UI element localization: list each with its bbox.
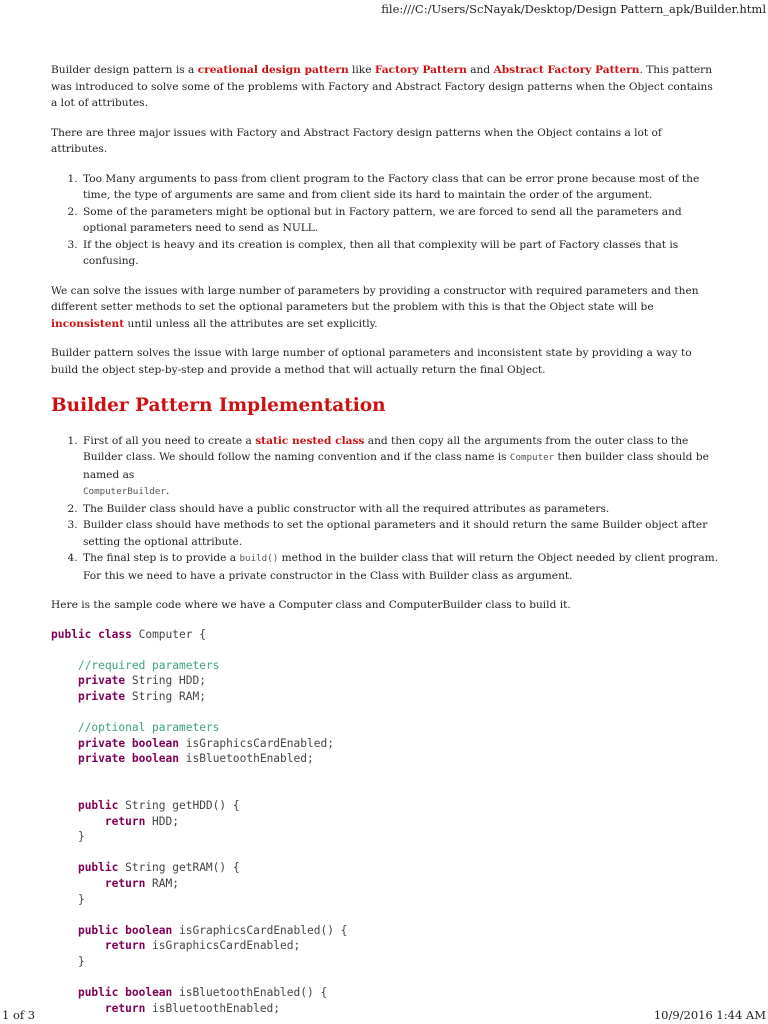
intro-paragraph: Builder design pattern is a creational design pattern like Factory Pattern and Abstract Factory Pattern. This pattern was introduced to solve some of the problems with Factory and Abstract Factory design patterns when the Object contains a lot of attributes. (51, 64, 713, 109)
page-number: 1 of 3 (2, 1008, 36, 1022)
issues-intro: There are three major issues with Factory and Abstract Factory design patterns when the Object contains a lot of attributes. (51, 126, 662, 155)
issues-list (51, 171, 719, 270)
list-item: 1. Too Many arguments to pass from client program to the Factory class that can be error prone because most of the time, the type of arguments are same and from client side its hard to maintain the order of the argument. (81, 171, 719, 204)
list-item: 3. Builder class should have methods to set the optional parameters and it should return the same Builder object after setting the optional attribute. (81, 517, 719, 550)
inline-code: build() (239, 553, 279, 564)
highlight-inconsistent: inconsistent (51, 317, 125, 330)
inline-code: Computer (509, 452, 555, 463)
list-item: 3. If the object is heavy and its creation is complex, then all that complexity will be part of Factory classes that is confusing. (81, 237, 719, 270)
list-item: 1. First of all you need to create a static nested class and then copy all the arguments from the outer class to the Builder class. We should follow the naming convention and if the class name is Computer then builder class should be named as ComputerBuilder. (81, 433, 719, 501)
link-factory-pattern[interactable]: Factory Pattern (374, 64, 467, 76)
code-block: public class Computer { //required parameters private String HDD; private String RAM; //optional parameters private boolean isGraphicsCardEnabled; private boolean isBluetoothEnabled; public String getHDD() { return HDD; } public String getRAM() { return RAM; } public boolean isGraphicsCardEnabled() { return isGraphicsCardEnabled; } public boolean isBluetoothEnabled() { return isBluetoothEnabled; (51, 627, 348, 1015)
steps-list (51, 433, 719, 585)
section-heading: Builder Pattern Implementation (51, 395, 386, 416)
link-static-nested-class[interactable]: static nested class (255, 434, 365, 447)
print-header-url: file:///C:/Users/ScNayak/Desktop/Design Pattern_apk/Builder.html (381, 2, 766, 16)
inline-code: ComputerBuilder (83, 486, 166, 497)
list-item: 4. The final step is to provide a build() method in the builder class that will return the Object needed by client program. For this we need to have a private constructor in the Class with Builder class as argument. (81, 550, 719, 584)
link-abstract-factory-pattern[interactable]: Abstract Factory Pattern (493, 64, 640, 76)
print-datetime: 10/9/2016 1:44 AM (653, 1008, 766, 1022)
sample-code-intro: Here is the sample code where we have a Computer class and ComputerBuilder class to build it. (51, 599, 571, 611)
solution-paragraph: We can solve the issues with large number of parameters by providing a constructor with required parameters and then different setter methods to set the optional parameters but the problem with this is that the Object state will be inconsistent until unless all the attributes are set explicitly. (51, 284, 699, 330)
builder-summary: Builder pattern solves the issue with large number of optional parameters and inconsistent state by providing a way to build the object step-by-step and provide a method that will actually return the final Object. (51, 347, 692, 376)
list-item: 2. The Builder class should have a public constructor with all the required attributes as parameters. (81, 501, 719, 518)
list-item: 2. Some of the parameters might be optional but in Factory pattern, we are forced to send all the parameters and optional parameters need to send as NULL. (81, 204, 719, 237)
article-content (51, 62, 719, 1016)
link-creational-design-pattern[interactable]: creational design pattern (197, 64, 349, 76)
